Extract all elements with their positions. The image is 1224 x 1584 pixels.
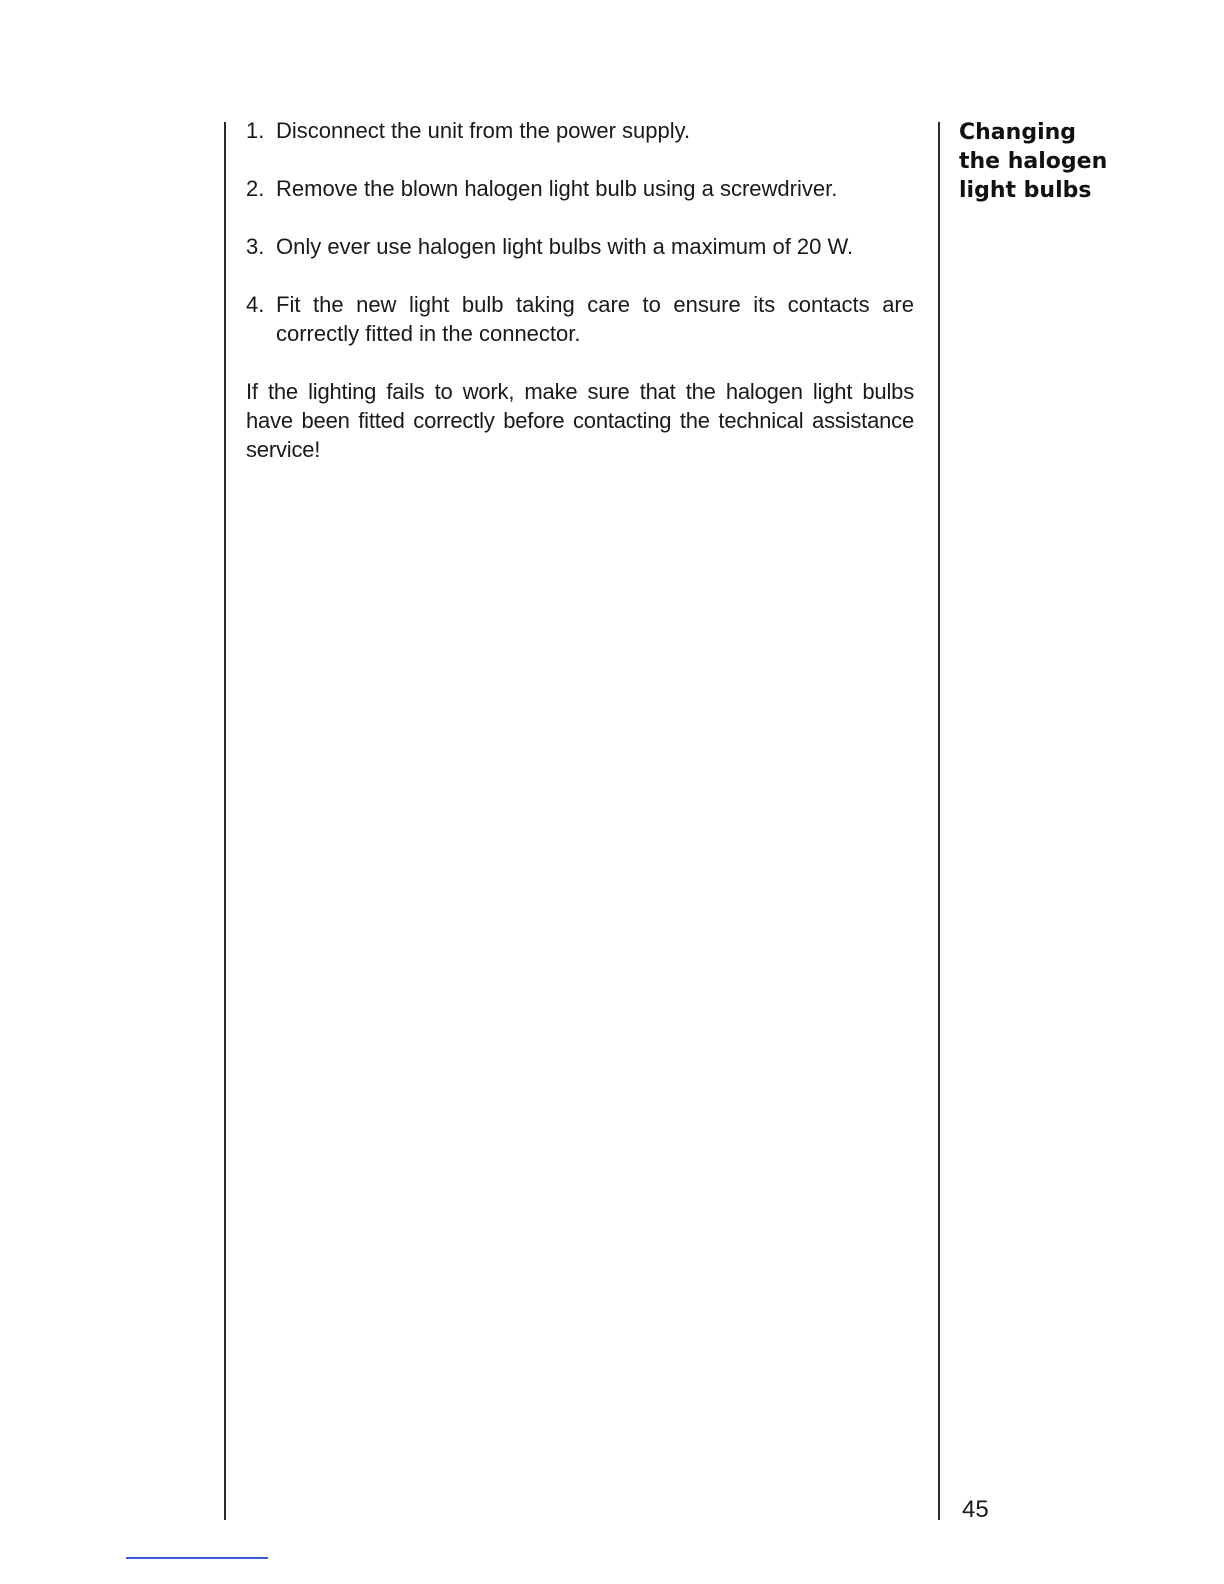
troubleshooting-note: If the lighting fails to work, make sure that the halogen light bulbs have been fitted correctly before contacting the technical assistance service! bbox=[246, 379, 914, 462]
step-text: Fit the new light bulb taking care to ensure its contacts are correctly fitted in the connector. bbox=[276, 292, 914, 346]
scan-edge-line bbox=[126, 1557, 268, 1559]
right-column-rule bbox=[938, 122, 940, 1520]
instruction-step bbox=[246, 174, 914, 203]
step-number: 1. bbox=[246, 118, 265, 143]
section-heading bbox=[959, 118, 1159, 205]
step-text: Remove the blown halogen light bulb using a screwdriver. bbox=[276, 176, 838, 201]
instruction-step bbox=[246, 232, 914, 261]
section-heading-line-2: the halogen bbox=[959, 149, 1108, 174]
step-text: Only ever use halogen light bulbs with a maximum of 20 W. bbox=[276, 234, 854, 259]
instruction-step bbox=[246, 290, 914, 348]
section-heading-line-3: light bulbs bbox=[959, 178, 1092, 203]
instruction-step bbox=[246, 116, 914, 145]
step-number: 2. bbox=[246, 176, 265, 201]
main-text-column bbox=[246, 116, 914, 464]
step-number: 3. bbox=[246, 234, 265, 259]
step-number: 4. bbox=[246, 292, 265, 317]
left-column-rule bbox=[224, 122, 226, 1520]
instruction-steps-list bbox=[246, 116, 914, 348]
page-number: 45 bbox=[962, 1496, 989, 1523]
step-text: Disconnect the unit from the power supply. bbox=[276, 118, 691, 143]
section-heading-line-1: Changing bbox=[959, 120, 1077, 145]
